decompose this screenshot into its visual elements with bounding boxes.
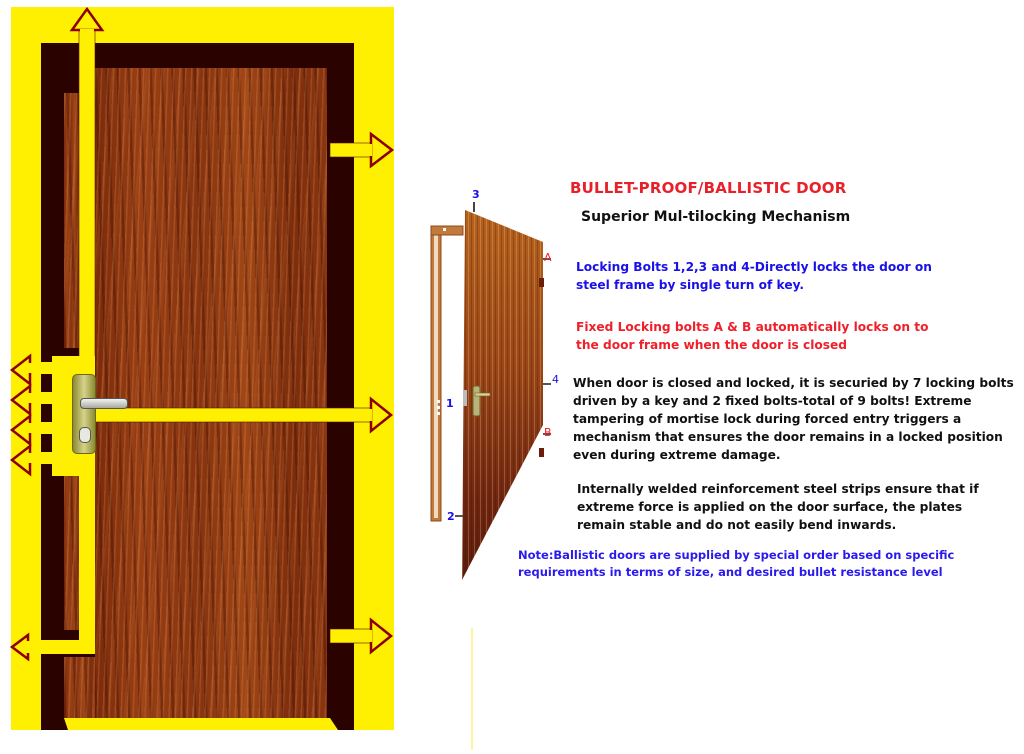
page-subtitle: Superior Mul-tilocking Mechanism [581, 209, 851, 225]
direction-arrows [0, 0, 400, 754]
text-line: When door is closed and locked, it is securied by 7 locking bolts [573, 376, 1014, 390]
bolt-label-4: 4 [552, 373, 559, 386]
arrow-right-icon [371, 399, 391, 431]
text-line: steel frame by single turn of key. [576, 278, 805, 292]
fixed-bolt-label-a: A [544, 251, 552, 264]
arrow-left-icon [12, 356, 30, 384]
text-line: Note:Ballistic doors are supplied by special order based on specific [518, 548, 955, 562]
page-title: BULLET-PROOF/BALLISTIC DOOR [570, 179, 847, 197]
arrow-right-icon [371, 134, 392, 166]
arrow-left-icon [12, 446, 30, 474]
text-line: mechanism that ensures the door remains in a locked position [573, 430, 1003, 444]
fixed-bolts-text [576, 318, 928, 354]
text-line: even during extreme damage. [573, 448, 781, 462]
security-description [573, 374, 1014, 464]
open-door-svg [425, 190, 565, 580]
text-line: Fixed Locking bolts A & B automatically locks on to [576, 320, 929, 334]
bolt-label-3: 3 [472, 188, 480, 201]
bolt-label-1: 1 [446, 397, 454, 410]
locking-bolts-text [576, 258, 932, 294]
keyhole-icon [79, 427, 91, 443]
text-line: Internally welded reinforcement steel strips ensure that if [577, 482, 979, 496]
text-line: Locking Bolts 1,2,3 and 4-Directly locks the door on [576, 260, 932, 274]
text-line: the door frame when the door is closed [576, 338, 848, 352]
order-note [518, 547, 954, 581]
text-line: extreme force is applied on the door surface, the plates [577, 500, 963, 514]
text-line: tampering of mortise lock during forced entry triggers a [573, 412, 962, 426]
text-line: requirements in terms of size, and desired bullet resistance level [518, 565, 943, 579]
arrow-left-icon [12, 386, 30, 414]
text-line: driven by a key and 2 fixed bolts-total of 9 bolts! Extreme [573, 394, 972, 408]
door-lock-diagram [0, 0, 400, 754]
lever-icon [80, 398, 128, 409]
arrow-up-icon [72, 9, 102, 30]
divider-line [471, 628, 473, 750]
arrow-left-icon [12, 416, 30, 444]
fixed-bolt-label-b: B [544, 426, 552, 439]
text-line: remain stable and do not easily bend inwards. [577, 518, 897, 532]
open-door-illustration [425, 190, 565, 580]
reinforcement-description [577, 480, 979, 534]
bolt-label-2: 2 [447, 510, 455, 523]
arrow-left-icon [12, 635, 28, 659]
arrow-right-icon [371, 620, 391, 652]
